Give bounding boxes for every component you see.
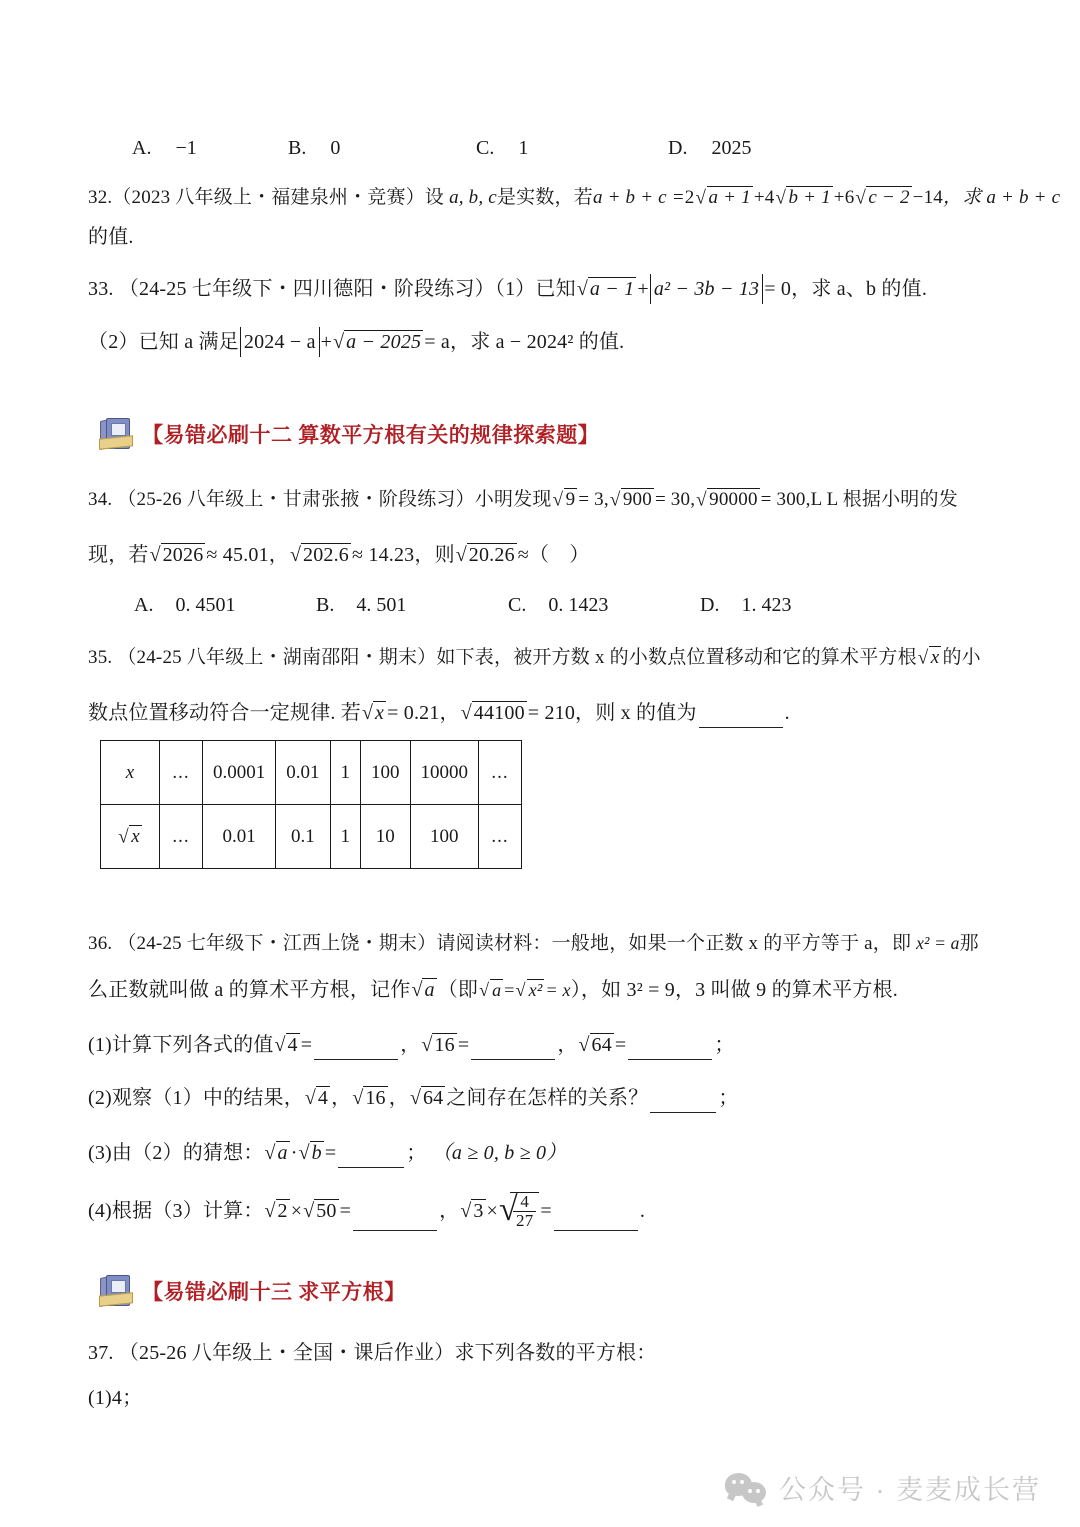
q35-radical-44100: √ 44100 — [460, 702, 525, 724]
q33-abs-1: a² − 3b − 13 — [650, 274, 763, 304]
q32-lead: 设 — [424, 187, 445, 208]
q36-sub4 — [88, 1192, 645, 1231]
choice-letter: C. — [476, 137, 495, 159]
q34-source: （25-26 八年级上・甘肃张掖・阶段练习） — [117, 489, 475, 510]
q36-sub2-radical-16: √ 16 — [352, 1087, 386, 1109]
q36-line-1 — [88, 928, 979, 959]
q36-sub2-blank[interactable] — [650, 1093, 716, 1113]
q36-sub3 — [88, 1138, 566, 1168]
q36-line2a: 么正数就叫做 a 的算术平方根，记作 — [88, 979, 411, 1001]
q34-choice-c — [508, 590, 608, 620]
q36-sub2-sep1: ， — [331, 1087, 352, 1109]
fraction-4-27: $\frac{4}{27}$ — [513, 1193, 536, 1230]
q36-sub3-label: (3)由（2）的猜想： — [88, 1142, 264, 1164]
q36-source: （24-25 七年级下・江西上饶・期末） — [117, 933, 437, 954]
table-cell: 0.0001 — [203, 741, 276, 805]
q31-choice-c — [476, 133, 528, 163]
q33-radical-1: √ a − 1 — [576, 278, 635, 300]
table-cell: 0.1 — [276, 805, 330, 869]
q33-part1-label: （1）已知 — [494, 278, 576, 300]
q36-sub1-radical-64: √ 64 — [578, 1034, 612, 1056]
choice-letter: D. — [700, 594, 720, 616]
q32-number: 32. — [88, 187, 113, 208]
choice-value: 0. 4501 — [175, 594, 236, 616]
q32-plus1: + — [753, 187, 765, 208]
q36-sub4-eq1: = — [339, 1199, 352, 1222]
table-row-header-sqrt-x — [101, 805, 160, 869]
q35-line2d: . — [784, 702, 790, 724]
choice-letter: B. — [316, 594, 335, 616]
q36-sub4-times2: × — [486, 1199, 498, 1222]
q36-sub1-sep2: ， — [557, 1034, 578, 1056]
q34-f2-val: = 30, — [654, 489, 696, 510]
q32-tail: −14 — [912, 187, 943, 208]
q35-radical-x2: √ x — [362, 702, 385, 724]
choice-letter: D. — [668, 137, 688, 159]
choice-value: 4. 501 — [356, 594, 407, 616]
q32-isreal: 是实数，若 — [496, 187, 593, 208]
q34-line2-lead: 现，若 — [88, 544, 149, 566]
table-row — [101, 805, 522, 869]
q34-choice-a — [134, 590, 235, 620]
q33-source: （24-25 七年级下・四川德阳・阶段练习） — [118, 278, 495, 300]
q35-line2b: = 0.21， — [387, 702, 460, 724]
q36-sub4-eq2: = — [540, 1199, 552, 1222]
q34-choice-d — [700, 590, 791, 620]
q36-line1b: 那 — [959, 933, 979, 954]
q36-sub4-blank-1[interactable] — [353, 1211, 437, 1231]
q33-abs-2: 2024 − a — [240, 327, 320, 357]
q36-eq-x: = x — [545, 980, 571, 1000]
q36-sub1-label: (1)计算下列各式的值 — [88, 1034, 274, 1056]
q36-sub3-blank[interactable] — [338, 1148, 404, 1168]
q34-radical-2026: √ 2026 — [149, 544, 204, 566]
sqrt-x-icon: √ x — [118, 826, 140, 847]
q34-f3-val: = 300, — [760, 489, 811, 510]
q36-sub2-radical-64: √ 64 — [409, 1087, 444, 1109]
q35-line2c: = 210，则 x 的值为 — [527, 702, 697, 724]
q36-line2c: ），如 3² = 9，3 叫做 9 的算术平方根. — [570, 979, 898, 1001]
q34-radical-9: √ 9 — [552, 489, 576, 511]
table-row-header-x: x — [101, 741, 160, 805]
q34-f1-val: = 3, — [578, 489, 609, 510]
q36-sub2-sep2: ， — [388, 1087, 409, 1109]
choice-value: 2025 — [711, 137, 752, 159]
q32-line2-text: 的值. — [88, 226, 134, 248]
q36-sub4-radical-frac: √ $\frac{4}{27}$ — [499, 1192, 539, 1231]
table-cell: 100 — [410, 805, 479, 869]
q31-choice-d — [668, 133, 751, 163]
q37-source: （25-26 八年级上・全国・课后作业） — [118, 1342, 455, 1364]
q33-part2-plus: + — [320, 331, 333, 353]
q34-g1-val: ≈ 45.01， — [206, 544, 289, 566]
q36-sub3-semi: ； — [406, 1142, 427, 1164]
q35-line-2 — [88, 698, 790, 728]
table-cell: 1 — [330, 805, 361, 869]
q36-line-2: 么正数就叫做 a 的算术平方根，记作 √ a （即 √ a = √ x² = x），如 3² = 9，3 叫做 9 的算术平方根. — [88, 975, 898, 1005]
q33-part2-eq: = a — [424, 331, 451, 353]
choice-value: 0 — [330, 137, 341, 159]
q37-number: 37. — [88, 1342, 114, 1364]
section-header-12 — [98, 415, 599, 453]
q36-sub1-sep1: ， — [400, 1034, 421, 1056]
q32-vars: a, b, c — [449, 187, 497, 208]
q36-sub2-mid: 之间存在怎样的关系？ — [446, 1087, 649, 1109]
q34-choice-b — [316, 590, 406, 620]
choice-value: −1 — [175, 137, 197, 159]
table-cell: 0.01 — [203, 805, 276, 869]
choice-letter: B. — [288, 137, 307, 159]
table-cell: 100 — [361, 741, 411, 805]
q33-radical-2: √ a − 2025 — [333, 331, 422, 353]
table-cell: 1 — [330, 741, 361, 805]
q31-choice-b — [288, 133, 340, 163]
q34-radical-20-26: √ 20.26 — [455, 544, 515, 566]
q33-part1-eq: = 0 — [764, 278, 792, 300]
q36-radical-x2: √ x² — [515, 980, 543, 1000]
q36-sub3-radical-a: √ a — [264, 1142, 288, 1164]
q36-sub3-eq: = — [324, 1142, 337, 1164]
q32-coef1: 2 — [684, 187, 695, 208]
q32-ask: ，求 a + b + c — [943, 187, 1061, 208]
q36-sub3-cond: （a ≥ 0, b ≥ 0） — [431, 1142, 567, 1164]
q35-line2a: 数点位置移动符合一定规律. 若 — [88, 702, 361, 724]
q32-coef3: 6 — [844, 187, 855, 208]
q34-lead: 小明发现 — [474, 489, 552, 510]
table-cell: 10000 — [410, 741, 479, 805]
q37-sub1-text: (1)4； — [88, 1387, 143, 1409]
q34-tail: 根据小明的发 — [842, 489, 958, 510]
footer-watermark — [725, 1468, 1041, 1507]
q37-line-1 — [88, 1338, 656, 1368]
q32-plus2: + — [833, 187, 845, 208]
q32-coef2: 4 — [764, 187, 775, 208]
q32-radical-2: √ b + 1 — [775, 187, 831, 209]
q36-sub1-radical-16: √ 16 — [421, 1034, 455, 1056]
table-cell: 0.01 — [276, 741, 330, 805]
q36-sub1-blank-1[interactable] — [314, 1040, 398, 1060]
table-cell: 10 — [361, 805, 411, 869]
q32-line-2 — [88, 222, 134, 252]
q31-choice-a — [132, 133, 197, 163]
q32-radical-1: √ a + 1 — [695, 187, 751, 209]
section-13-title: 【易错必刷十三 求平方根】 — [142, 1280, 406, 1304]
table-row — [101, 741, 522, 805]
q34-ellipsis: L L — [810, 489, 838, 510]
q36-sub2-radical-4: √ 4 — [304, 1087, 329, 1109]
q36-sub4-radical-50: √ 50 — [303, 1199, 337, 1222]
q32-radical-3: √ c − 2 — [855, 187, 910, 209]
q34-line-1 — [88, 485, 958, 515]
q34-g2-val: ≈ 14.23，则 — [352, 544, 455, 566]
q33-number: 33. — [88, 278, 114, 300]
choice-letter: C. — [508, 594, 527, 616]
q36-sub4-blank-2[interactable] — [554, 1211, 638, 1231]
q35-answer-blank[interactable] — [699, 708, 783, 728]
q37-sub1 — [88, 1383, 142, 1413]
q34-number: 34. — [88, 489, 113, 510]
q36-eq-x2a: x² = a — [916, 933, 960, 953]
book-icon — [98, 417, 134, 451]
q36-sub2-end: ； — [718, 1087, 739, 1109]
q36-number: 36. — [88, 933, 113, 954]
q33-part2-label: （2）已知 a 满足 — [88, 331, 239, 353]
q35-source: （24-25 八年级上・湖南邵阳・期末） — [117, 647, 437, 668]
q32-line-1 — [88, 183, 1060, 213]
q36-sub4-times1: × — [290, 1199, 303, 1222]
q36-sub1-eq3: = — [614, 1034, 627, 1056]
q36-sub3-dot: · — [290, 1142, 298, 1164]
q35-number: 35. — [88, 647, 113, 668]
q33-part2-ask: ，求 a − 2024² 的值. — [450, 331, 625, 353]
footer-text: 公众号 · 麦麦成长营 — [779, 1475, 1041, 1505]
choice-letter: A. — [132, 137, 152, 159]
q36-radical-a: √ a — [411, 979, 435, 1001]
table-cell: ... — [479, 805, 522, 869]
table-cell: ... — [160, 805, 203, 869]
q35-data-table — [100, 740, 522, 869]
q34-line-2 — [88, 540, 590, 570]
section-12-title: 【易错必刷十二 算数平方根有关的规律探索题】 — [142, 423, 600, 447]
q36-sub1-end: ； — [714, 1034, 735, 1056]
q36-sub1-eq1: = — [300, 1034, 313, 1056]
q36-sub1 — [88, 1030, 735, 1060]
q36-sub4-end: . — [639, 1199, 646, 1222]
table-cell: ... — [160, 741, 203, 805]
q34-g3-val: ≈（ ） — [517, 544, 590, 566]
q36-sub4-label: (4)根据（3）计算： — [88, 1199, 264, 1222]
book-icon — [98, 1274, 134, 1308]
q36-sub3-radical-b: √ b — [298, 1142, 322, 1164]
q33-part1-plus: + — [637, 278, 649, 300]
q33-part1-ask: ，求 a、b 的值. — [791, 278, 928, 300]
q34-radical-202-6: √ 202.6 — [290, 544, 349, 566]
q36-line1a: 请阅读材料：一般地，如果一个正数 x 的平方等于 a，即 — [436, 933, 912, 954]
choice-value: 1 — [518, 137, 529, 159]
q35-line-1 — [88, 643, 981, 673]
q36-sub1-blank-2[interactable] — [471, 1040, 555, 1060]
wechat-icon — [725, 1471, 769, 1505]
choice-letter: A. — [134, 594, 154, 616]
q36-sub2-label: (2)观察（1）中的结果， — [88, 1087, 304, 1109]
q33-line-1 — [88, 274, 927, 304]
q36-sub4-radical-3: √ 3 — [460, 1199, 484, 1222]
choice-value: 1. 423 — [741, 594, 792, 616]
q33-line-2 — [88, 327, 624, 357]
q36-sub4-sep: ， — [439, 1199, 460, 1222]
q36-sub1-eq2: = — [457, 1034, 470, 1056]
q34-radical-90000: √ 90000 — [696, 489, 758, 511]
table-cell: ... — [479, 741, 522, 805]
q36-sub2 — [88, 1083, 739, 1113]
q34-radical-900: √ 900 — [609, 489, 652, 511]
choice-value: 0. 1423 — [548, 594, 609, 616]
q32-lhs: a + b + c = — [592, 187, 685, 208]
q32-source: （2023 八年级上・福建泉州・竞赛） — [112, 187, 425, 208]
q36-sub1-radical-4: √ 4 — [274, 1034, 298, 1056]
q35-radical-x: √ x — [917, 647, 940, 669]
q37-prompt: 求下列各数的平方根： — [454, 1342, 657, 1364]
q35-line1b: 的小 — [942, 647, 981, 668]
q35-line1a: 如下表，被开方数 x 的小数点位置移动和它的算术平方根 — [436, 647, 917, 668]
q36-radical-a2: √ a — [479, 980, 502, 1000]
q36-line2b: （即 — [437, 979, 479, 1001]
q36-sub4-radical-2: √ 2 — [264, 1199, 288, 1222]
section-header-13 — [98, 1272, 406, 1310]
q36-sub1-blank-3[interactable] — [628, 1040, 712, 1060]
